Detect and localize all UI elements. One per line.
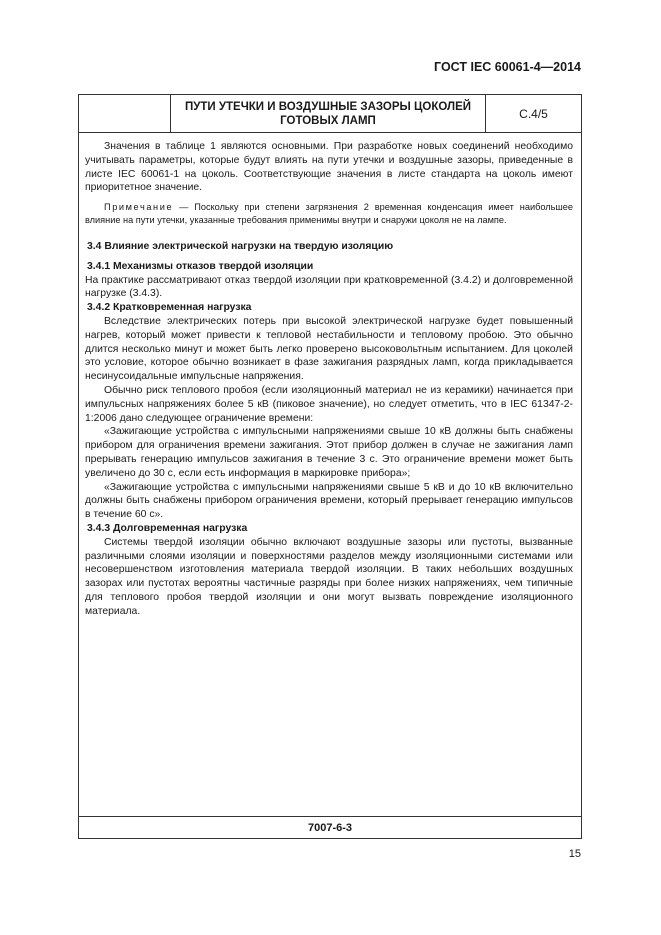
intro-paragraph: Значения в таблице 1 являются основными. При разработке новых соединений необходимо учитывать параметры, которые будут влиять на пути утечки и воздушные зазоры, приведенные в листе IEC 60061-1 на цоколь. Соответствующие значения в листе стандарта на цоколь имеют приоритетное значение. [85,141,573,194]
sheet-frame [78,94,582,839]
section-heading-3-4-1: 3.4.1 Механизмы отказов твердой изоляции [87,260,314,272]
paragraph-3-4-1: На практике рассматривают отказ твердой изоляции при кратковременной (3.4.2) и долговременной нагрузке (3.4.3). [85,274,573,300]
paragraph-3-4-2-a: Вследствие электрических потерь при высокой электрической нагрузке будет повышенный нагрев, который может привести к тепловой нестабильности и тепловому пробою. Это обычно длится несколько минут и может быть легко проверено высоковольтным испытанием. Для цоколей это условие, которое обычно возникает в фазе зажигания разрядных ламп, когда прикладывается несинусоидальные импульсные напряжения. [85,315,573,383]
page-number: 15 [568,848,581,860]
quote-10kv: «Зажигающие устройства с импульсными напряжениями свыше 10 кВ должны быть снабжены прибором для ограничения времени зажигания. Этот прибор должен в случае не зажигания ламп прерывать генерацию импульсов зажигания в течение 3 с. Это ограничение времени может быть увеличено до 30 с, если есть информация в маркировке прибора»; [85,426,573,479]
paragraph-3-4-2-b: Обычно риск теплового пробоя (если изоляционный материал не из керамики) начинается при импульсных напряжениях более 5 кВ (пиковое значение), но следует отметить, что в IEC 61347-2-1:2006 дано следующее ограничение времени: [85,384,573,424]
quote-5kv: «Зажигающие устройства с импульсными напряжениями свыше 5 кВ и до 10 кВ включительно должны быть снабжены прибором ограничения времени, который прерывает генерацию импульсов в течение 60 с». [85,481,573,521]
section-heading-3-4-3: 3.4.3 Долговременная нагрузка [87,522,248,534]
note [85,201,573,226]
note-text: — Поскольку при степени загрязнения 2 временная конденсация имеет наибольшее влияние на пути утечки, указанные требования применимы внутри и снаружи цоколя не на лампе. [85,202,573,225]
paragraph-3-4-3: Системы твердой изоляции обычно включают воздушные зазоры или пустоты, вызванные различными слоями изоляции и поверхностями разделов между изоляционными системами или несовершенством изготовления материала твердой изоляции. В таких небольших воздушных зазорах или пустотах вероятны частичные разряды при более низких напряжениях, чем типичные для теплового пробоя твердой изоляции и они могут вызвать повреждение изоляционного материала. [85,536,573,617]
standard-code: ГОСТ IEC 60061-4—2014 [434,60,581,74]
footer-code: 7007-6-3 [79,816,581,838]
sheet-number: С.4/5 [519,106,548,121]
sheet-body [85,140,573,619]
header-empty-cell [79,95,171,132]
section-heading-3-4-2: 3.4.2 Кратковременная нагрузка [87,302,252,314]
table-header [79,95,581,133]
sheet-title: ПУТИ УТЕЧКИ И ВОЗДУШНЫЕ ЗАЗОРЫ ЦОКОЛЕЙ ГОТОВЫХ ЛАМП [171,95,486,132]
section-heading-3-4: 3.4 Влияние электрической нагрузки на твердую изоляцию [87,241,394,252]
note-label: Примечание [104,202,174,213]
